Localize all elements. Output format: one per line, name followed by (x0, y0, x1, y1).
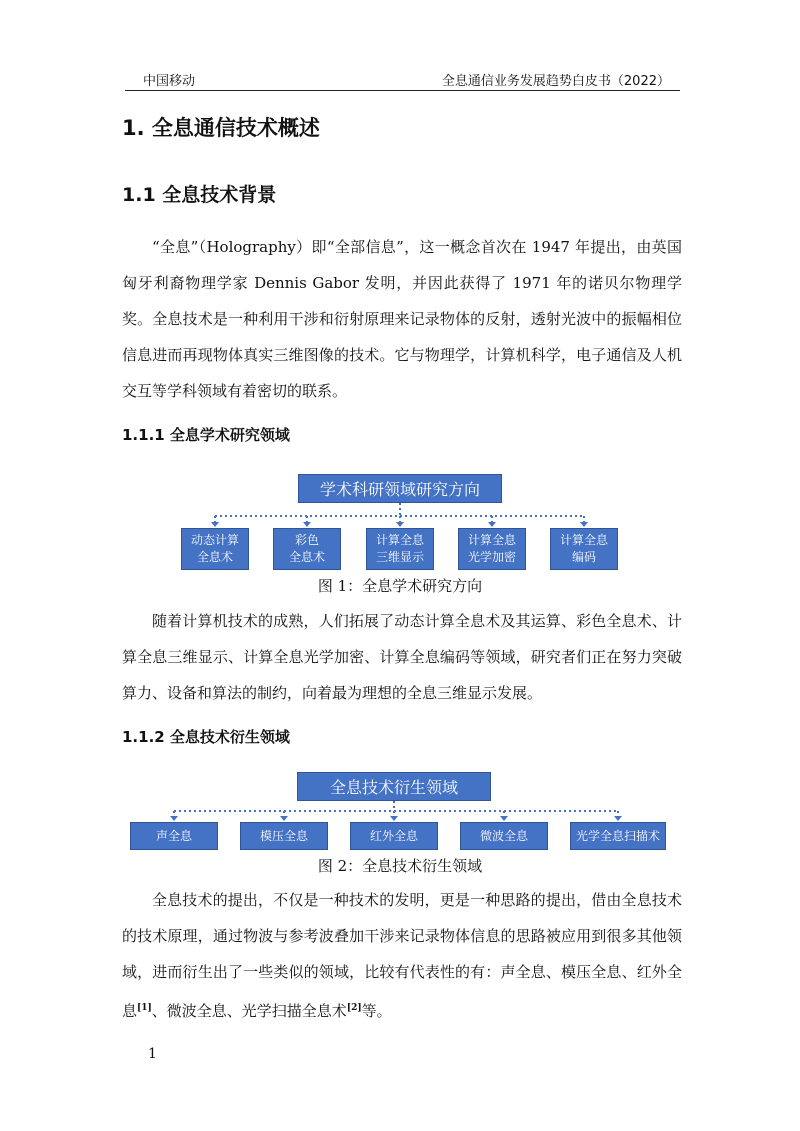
citation-2: [2] (346, 1003, 362, 1013)
page-number: 1 (148, 1046, 157, 1062)
header-org: 中国移动 (143, 74, 196, 89)
figure-1-root-box: 学术科研领域研究方向 (298, 474, 502, 503)
figure-1-child-box: 彩色 全息术 (273, 528, 341, 570)
figure-1-child-box: 计算全息 三维显示 (366, 528, 434, 570)
paragraph-1: “全息”（Holography）即“全部信息”，这一概念首次在 1947 年提出，由英国匈牙利裔物理学家 Dennis Gabor 发明，并因此获得了 1971 年的诺贝尔物理学奖。全息技术是一种利用干涉和衍射原理来记录物体的反射，透射光波中的振幅相位信息进而再现物体真实三维图像的技术。它与物理学，计算机科学，电子通信及人机交互等学科领域有着密切的联系。 (122, 238, 682, 400)
paragraph-3-end: 等。 (361, 1002, 392, 1020)
paragraph-3 (122, 882, 682, 1029)
subsubsection-1-1-2-title: 1.1.2 全息技术衍生领域 (122, 728, 290, 746)
figure-2-arrowhead (500, 816, 508, 821)
figure-2-child-box: 光学全息扫描术 (570, 822, 666, 850)
paragraph-2: 随着计算机技术的成熟，人们拓展了动态计算全息术及其运算、彩色全息术、计算全息三维显示、计算全息光学加密、计算全息编码等领域，研究者们正在努力突破算力、设备和算法的制约，向着最为理想的全息三维显示发展。 (122, 612, 682, 702)
paragraph-3-mid: 、微波全息、光学扫描全息术 (151, 1002, 347, 1020)
figure-2-caption: 图 2：全息技术衍生领域 (317, 857, 483, 875)
header-doc-title: 全息通信业务发展趋势白皮书（2022） (441, 74, 670, 89)
figure-2-arrowhead (280, 816, 288, 821)
figure-2-root-box: 全息技术衍生领域 (297, 772, 491, 801)
figure-2-arrowhead (170, 816, 178, 821)
subsection-title: 1.1 全息技术背景 (122, 184, 277, 206)
figure-1-child-box: 计算全息 编码 (550, 528, 618, 570)
paragraph-3-main: 全息技术的提出，不仅是一种技术的发明，更是一种思路的提出，借由全息技术的技术原理，通过物波与参考波叠加干涉来记录物体信息的思路被应用到很多其他领域，进而衍生出了一些类似的领域，比较有代表性的有：声全息、模压全息、红外全息 (122, 891, 682, 1020)
citation-1: [1] (137, 1003, 152, 1013)
figure-1-child-box: 动态计算 全息术 (181, 528, 249, 570)
figure-2-child-box: 红外全息 (350, 822, 438, 850)
figure-2-arrowhead (390, 816, 398, 821)
section-title: 1. 全息通信技术概述 (122, 116, 320, 140)
subsubsection-1-1-1-title: 1.1.1 全息学术研究领域 (122, 426, 290, 444)
figure-1-caption: 图 1：全息学术研究方向 (317, 577, 483, 595)
figure-2-child-box: 微波全息 (460, 822, 548, 850)
figure-2-arrowhead (614, 816, 622, 821)
figure-1-child-box: 计算全息 光学加密 (458, 528, 526, 570)
figure-2-child-box: 模压全息 (240, 822, 328, 850)
figure-2-child-box: 声全息 (130, 822, 218, 850)
